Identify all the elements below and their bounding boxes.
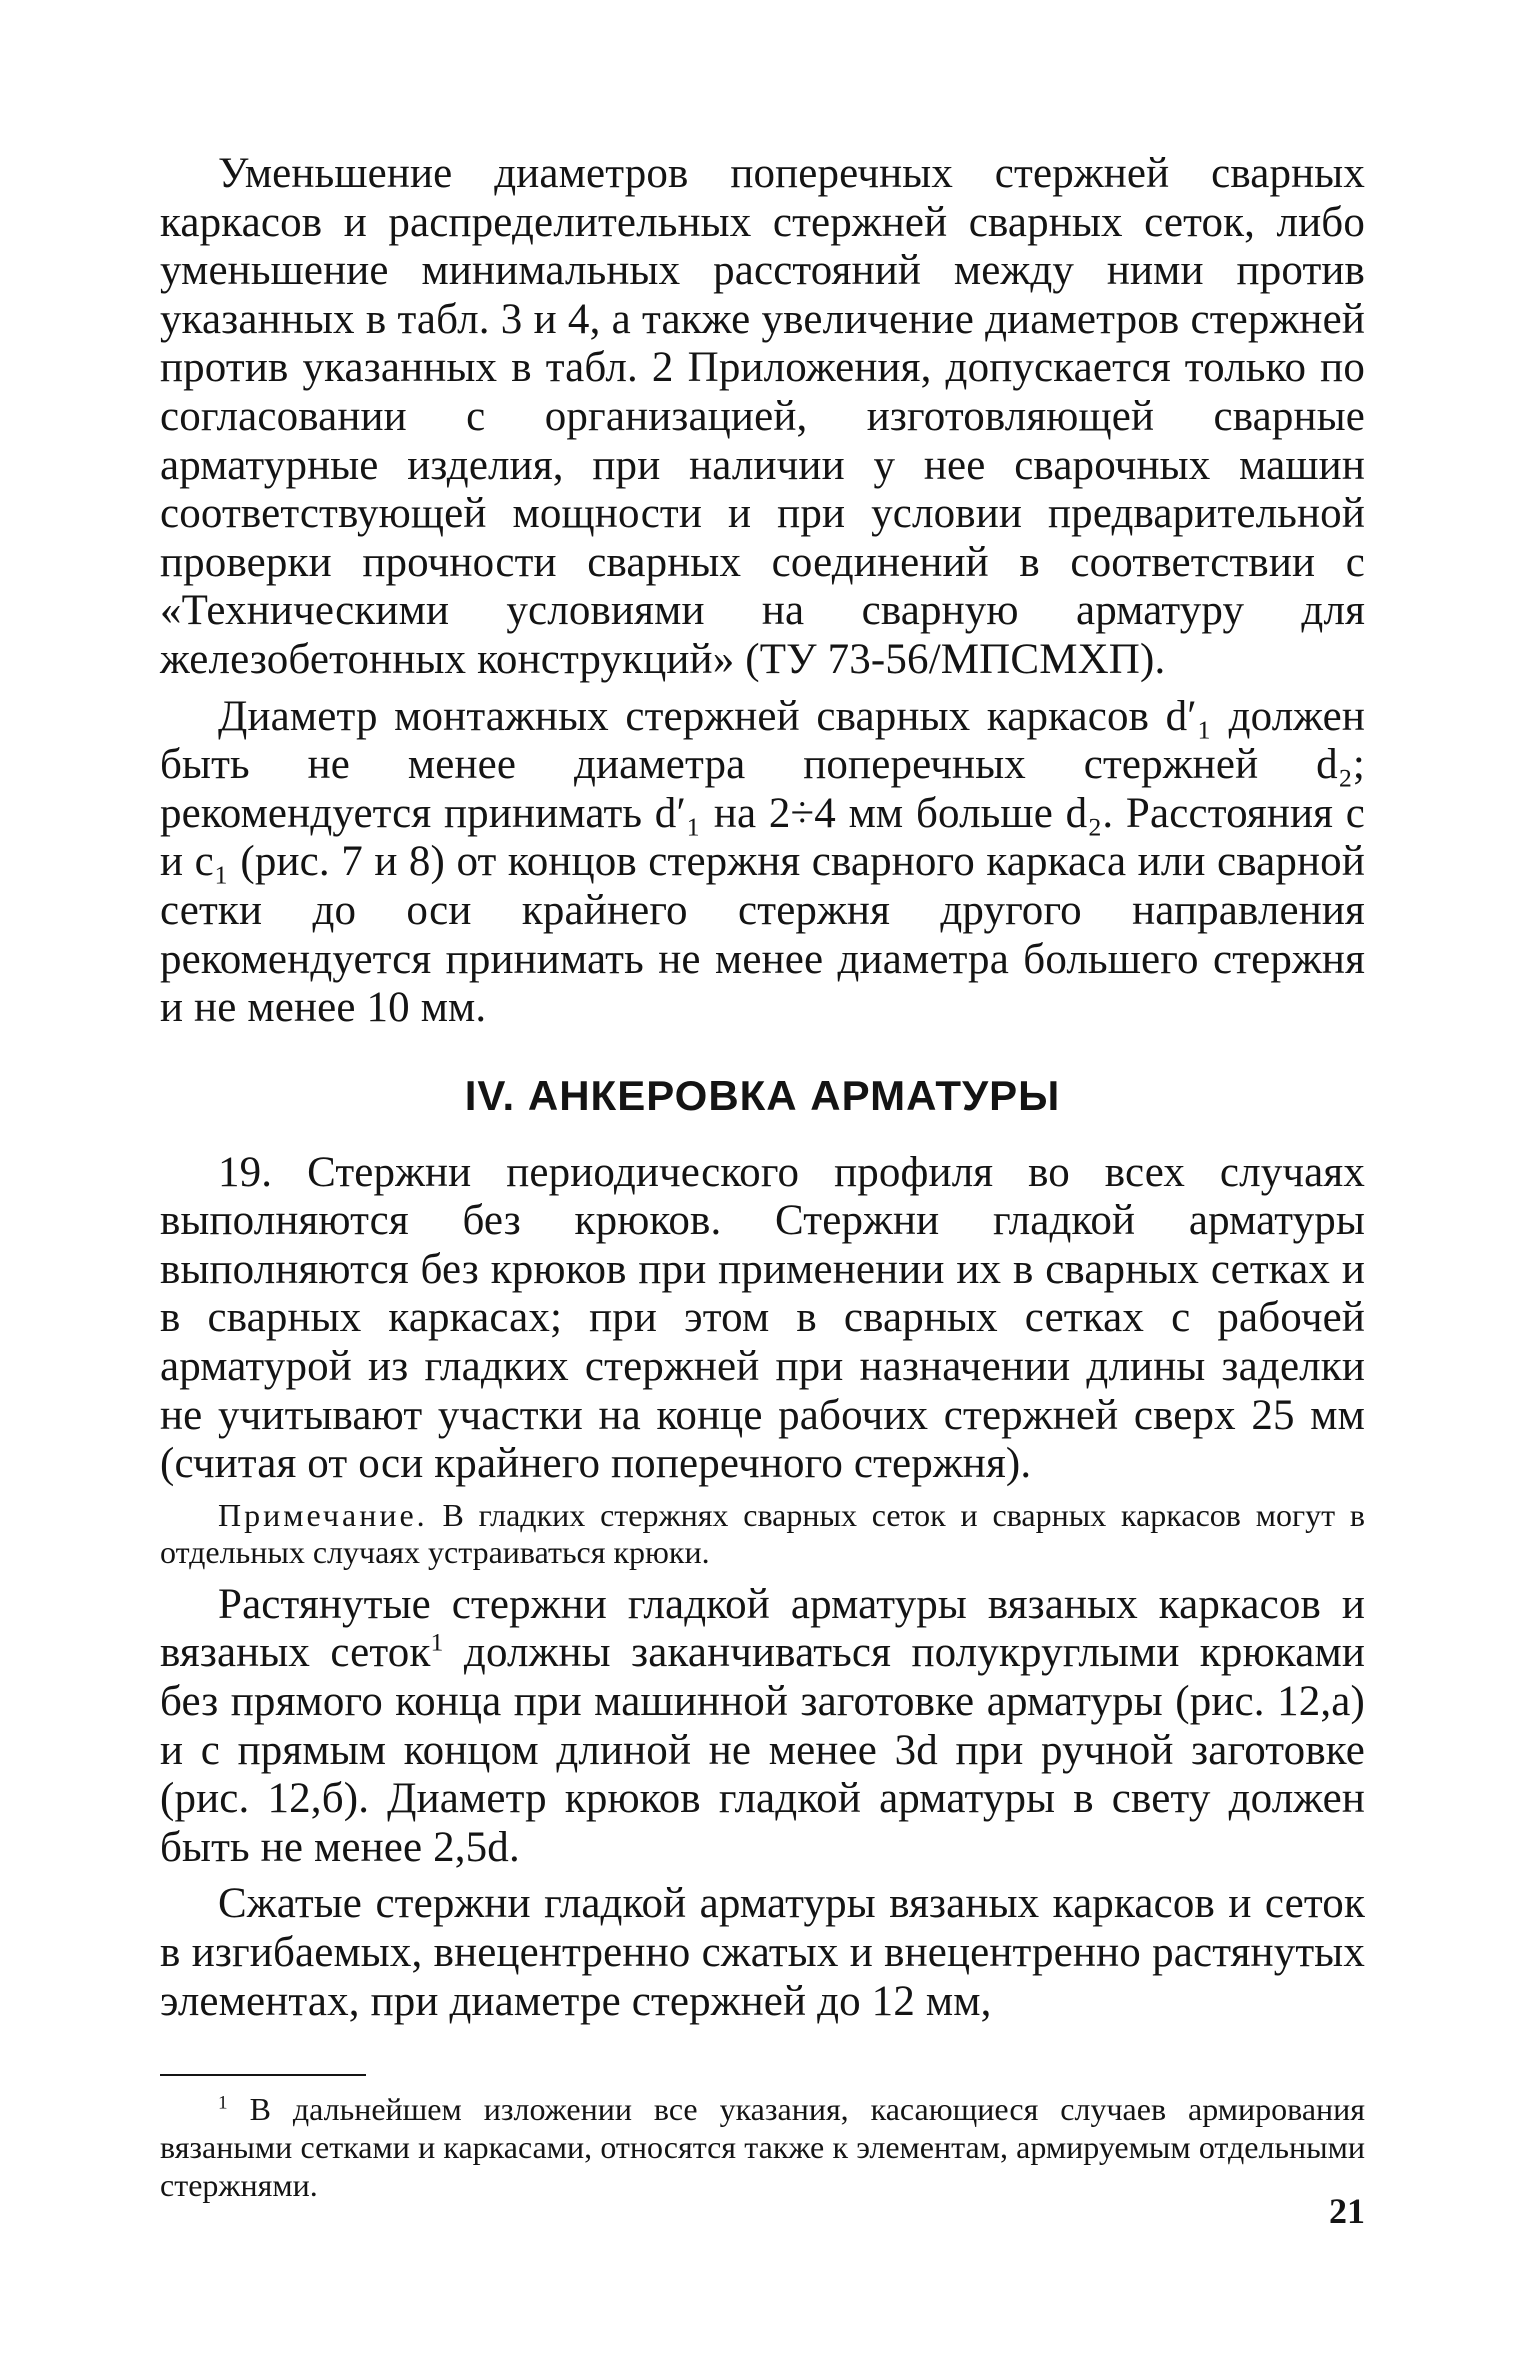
note-text: В гладких стержнях сварных сеток и сварных каркасов могут в отдельных случаях устраиваться крюки. (160, 1496, 1366, 1570)
page-number: 21 (1329, 2191, 1365, 2231)
paragraph-hooks-start: Растянутые стержни гладкой арматуры вязаных каркасов и вязаных сеток (160, 1580, 1365, 1677)
footnote-divider (160, 2074, 366, 2076)
paragraph-19: 19. Стержни периодического профиля во всех случаях выполняются без крюков. Стержни гладкой арматуры выполняются без крюков при применении их в сварных сетках и в сварных каркасах; при этом в сварных сетках с рабочей арматурой из гладких стержней при назначении длины заделки не учитывают участки на конце рабочих стержней сверх 25 мм (считая от оси крайнего поперечного стержня). (160, 1148, 1365, 1488)
page-body (160, 150, 1365, 2204)
section-heading: IV. АНКЕРОВКА АРМАТУРЫ (464, 1071, 1061, 1119)
paragraph-compressed-bars: Сжатые стержни гладкой арматуры вязаных каркасов и сеток в изгибаемых, внецентренно сжатых и внецентренно растянутых элементах, при диаметре стержней до 12 мм, (160, 1880, 1365, 2025)
note-label: Примечание. (218, 1496, 428, 1533)
paragraph-bar-diameters: Уменьшение диаметров поперечных стержней сварных каркасов и распределительных стержней сварных сеток, либо уменьшение минимальных расстояний между ними против указанных в табл. 3 и 4, а также увеличение диаметров стержней против указанных в табл. 2 Приложения, допускается только по согласовании с организацией, изготовляющей сварные арматурные изделия, при наличии у нее сварочных машин соответствующей мощности и при условии предварительной проверки прочности сварных соединений в соответствии с «Техническими условиями на сварную арматуру для железобетонных конструкций» (ТУ 73-56/МПСМХП). (160, 150, 1365, 683)
footnote-text: В дальнейшем изложении все указания, касающиеся случаев армирования вязаными сетками и каркасами, относятся также к элементам, армируемым отдельными стержнями. (160, 2091, 1365, 2204)
footnote-marker: 1 (218, 2092, 228, 2114)
footnote (160, 2090, 1365, 2204)
paragraph-hooks-end: должны заканчиваться полукруглыми крюками без прямого конца при машинной заготовке арматуры (рис. 12,а) и с прямым концом длиной не менее 3d при ручной заготовке (рис. 12,б). Диаметр крюков гладкой арматуры в свету должен быть не менее 2,5d. (160, 1629, 1365, 1871)
paragraph-mounting-bars: Диаметр монтажных стержней сварных каркасов d′₁ должен быть не менее диаметра поперечных стержней d₂; рекомендуется принимать d′₁ на 2÷4 мм больше d₂. Расстояния c и c₁ (рис. 7 и 8) от концов стержня сварного каркаса или сварной сетки до оси крайнего стержня другого направления рекомендуется принимать не менее диаметра большего стержня и не менее 10 мм. (160, 692, 1365, 1032)
paragraph-hooks (160, 1581, 1365, 1873)
note (160, 1497, 1365, 1571)
footnote-reference: 1 (430, 1628, 444, 1658)
